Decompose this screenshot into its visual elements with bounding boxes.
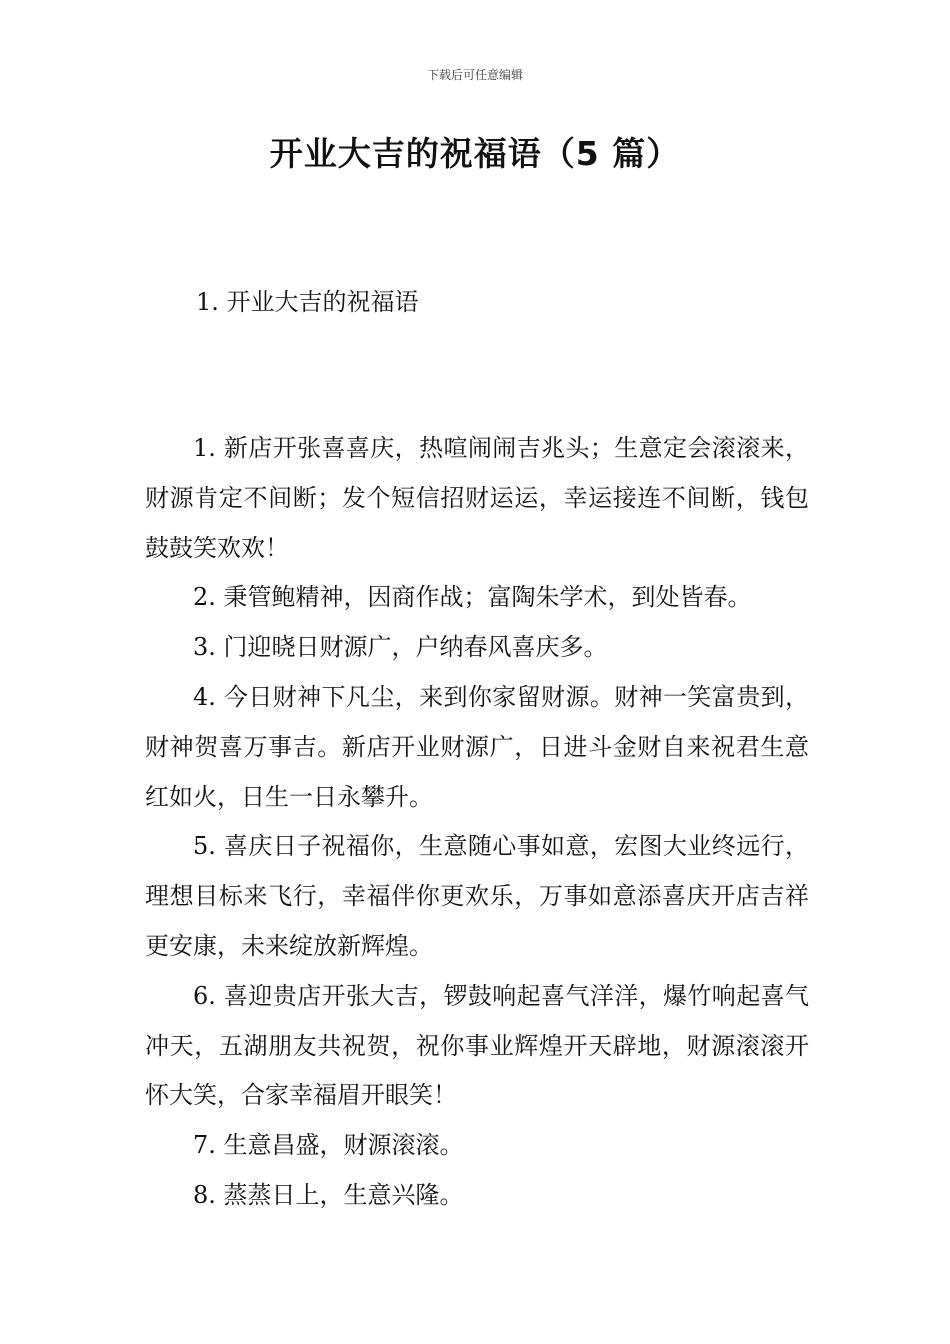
paragraph-7: 7. 生意昌盛，财源滚滚。	[193, 1131, 464, 1160]
paragraph-4: 4. 今日财神下凡尘，来到你家留财源。财神一笑富贵到，财神贺喜万事吉。新店开业财源广，日进斗金财自来祝君生意红如火，日生一日永攀升。	[145, 682, 809, 811]
document-body	[145, 424, 809, 1221]
paragraph-8: 8. 蒸蒸日上，生意兴隆。	[193, 1180, 464, 1209]
paragraph-5: 5. 喜庆日子祝福你，生意随心事如意，宏图大业终远行，理想目标来飞行，幸福伴你更欢乐，万事如意添喜庆开店吉祥更安康，未来绽放新辉煌。	[145, 832, 809, 960]
header-note: 下载后可任意编辑	[426, 68, 523, 82]
paragraph-1: 1. 新店开张喜喜庆，热喧闹闹吉兆头；生意定会滚滚来，财源肯定不间断；发个短信招财运运，幸运接连不间断，钱包鼓鼓笑欢欢！	[145, 434, 809, 562]
paragraph-3: 3. 门迎晓日财源广，户纳春风喜庆多。	[193, 633, 608, 662]
paragraph-6: 6. 喜迎贵店开张大吉，锣鼓响起喜气洋洋，爆竹响起喜气冲天，五湖朋友共祝贺，祝你事业辉煌开天辟地，财源滚滚开怀大笑，合家幸福眉开眼笑！	[145, 981, 809, 1110]
section-heading: 1. 开业大吉的祝福语	[196, 288, 419, 316]
paragraph-2: 2. 秉管鲍精神，因商作战；富陶朱学术，到处皆春。	[193, 583, 752, 612]
document-title: 开业大吉的祝福语（5 篇）	[269, 134, 681, 173]
